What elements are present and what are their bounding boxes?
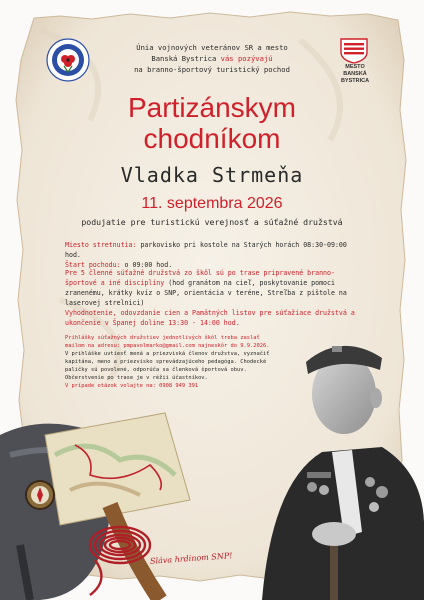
event-date: 11. septembra 2026 [141,195,283,212]
intro-line2 [92,53,332,64]
title-line1: Partizánskym [127,92,297,123]
intro-text [92,42,332,75]
meeting-value: parkovisko pri kostole na Starých horách 08:30-09:00 hod. [65,241,347,259]
start-value: o 09:00 hod. [124,261,173,269]
notes-line7: V prípade otázok volajte na: 0908 949 391 [65,383,199,389]
intro-line2-text: Banská Bystrica [151,54,221,63]
hiking-gear-collage [0,395,290,600]
teams-disciplines: (hod granátom na cieľ, poskytovanie pomoci zranenému, krátky kvíz o SNP, orientácia v teréne, Streľba z pištole na laserovej strelnici) [65,279,347,307]
notes-line2: mailom na adresu: pmpavolmarko@gmail.com najneskôr do 9.9.2026. [65,343,270,349]
notes-line1: Prihlášky súťažných družstiev jednotlivých škôl treba zaslať [65,335,260,341]
notes-line3: V prihláške uvtiesť mená a priezviská členov družstva, vyznačiť [65,351,270,357]
start-label: Štart pochodu: [65,261,125,269]
notes-line6: Občerstvenie po trase je v réžii účastníkov. [65,375,208,381]
teams-highlight: Pre 5 členné súťažné družstvá zo škôl sú po trase pripravené branno-športové a iné disciplíny [65,269,335,287]
intro-invite-highlight: vás pozývajú [220,54,273,63]
teams-info [65,268,365,308]
intro-line3: na branno-športový turistický pochod [134,65,290,74]
city-coat-of-arms-icon [339,38,369,64]
slogan-text: Sláva hrdinom SNP! [149,551,233,566]
meeting-info [65,240,365,270]
notes-line5: paličky sú povolené, odporúča sa členková športová obuv. [65,367,247,373]
title-line2: chodníkom [143,123,281,154]
event-subtitle: podujatie pre turistickú verejnosť a súťažné družstvá [81,217,343,227]
veterans-union-logo [46,38,90,82]
meeting-label: Miesto stretnutia: [65,241,141,249]
intro-line1: Únia vojnových veteránov SR a mesto [136,43,288,52]
main-title [0,92,424,154]
city-logo-line1: MESTO [345,64,365,70]
veteran-portrait [252,322,424,600]
city-logo-line2: BANSKÁ BYSTRICA [340,71,370,84]
hero-name: Vladka Strmeňa [120,163,304,187]
results-info: Vyhodnotenie, odovzdanie cien a Pamätných listov pre súťažiace družstvá a ukončenie v Španej doline 13:30 - 14:00 hod. [65,309,355,327]
notes-line4: kapitána, meno a priezvisko sprevádzajúceho pedagóga. Chodecké [65,359,267,365]
city-logo-text [331,64,379,85]
meeting-place [65,240,365,260]
